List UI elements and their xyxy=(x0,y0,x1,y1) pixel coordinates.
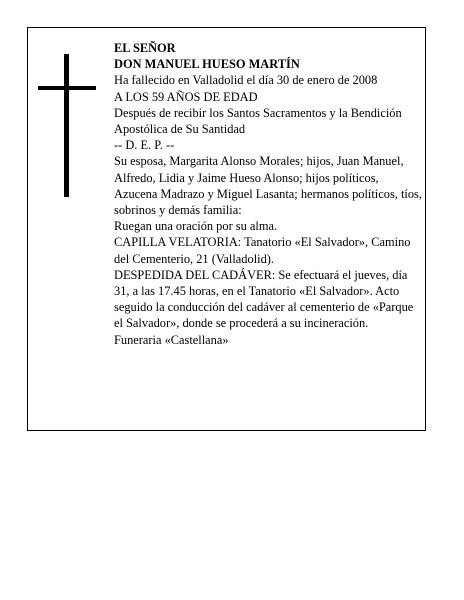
family-statement: Su esposa, Margarita Alonso Morales; hijos, Juan Manuel, Alfredo, Lidia y Jaime Hueso Alonso; hijos políticos, Azucena Madrazo y Miguel Lasanta; hermanos políticos, tíos, sobrinos y demás familia: xyxy=(114,154,422,218)
deceased-name: DON MANUEL HUESO MARTÍN xyxy=(114,57,300,72)
sacraments-statement: Después de recibir los Santos Sacramentos y la Bendición Apostólica de Su Santidad xyxy=(114,105,402,137)
age-statement: A LOS 59 AÑOS DE EDAD xyxy=(114,89,258,104)
obituary-text xyxy=(114,40,424,348)
prayer-request: Ruegan una oración por su alma. xyxy=(114,219,278,234)
funeral-home: Funeraria «Castellana» xyxy=(114,332,229,347)
cross-horizontal-bar xyxy=(38,86,96,90)
title-line: EL SEÑOR xyxy=(114,41,176,55)
cross-vertical-bar xyxy=(64,54,69,197)
chapel-info: CAPILLA VELATORIA: Tanatorio «El Salvador», Camino del Cementerio, 21 (Valladolid). xyxy=(114,235,411,266)
death-statement: Ha fallecido en Valladolid el día 30 de enero de 2008 xyxy=(114,73,378,88)
farewell-info: DESPEDIDA DEL CADÁVER: Se efectuará el jueves, día 31, a las 17.45 horas, en el Tanatorio «El Salvador». Acto seguido la conducción del cadáver al cementerio de «Parque el Salvador», donde se procederá a su incineración. xyxy=(114,267,414,331)
rip-line: -- D. E. P. -- xyxy=(114,138,175,153)
